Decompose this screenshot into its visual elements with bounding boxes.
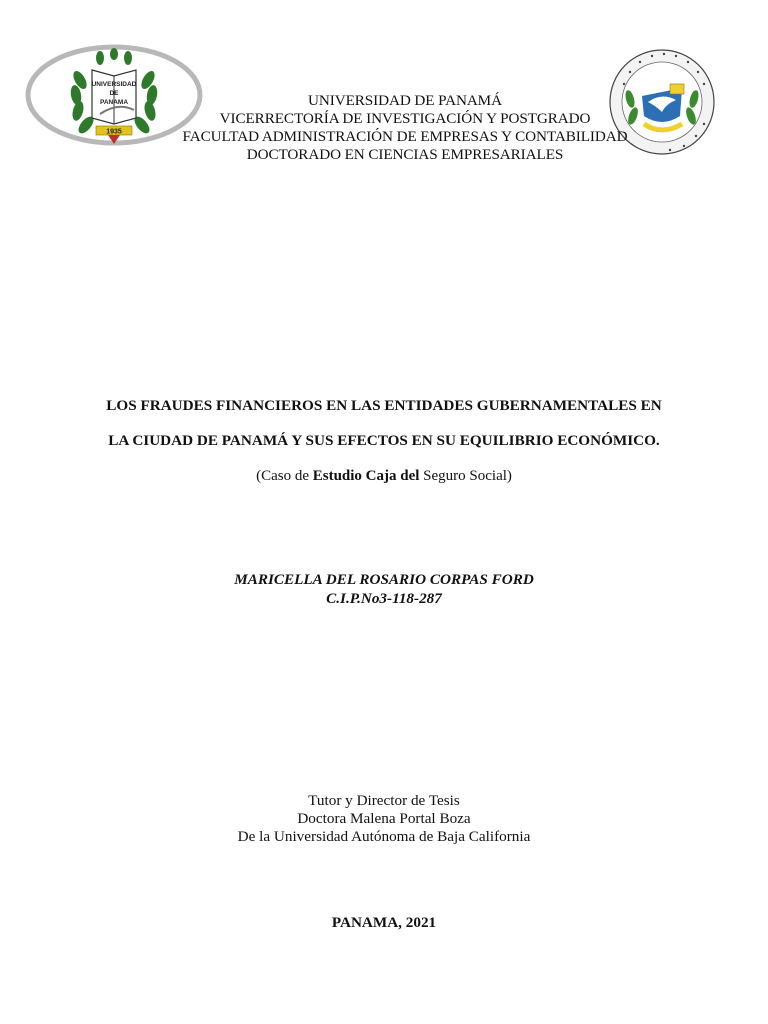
subtitle-bold: Estudio Caja del bbox=[312, 468, 420, 484]
institution-header bbox=[140, 92, 670, 164]
tutor-name: Doctora Malena Portal Boza bbox=[297, 810, 471, 827]
author-name: MARICELLA DEL ROSARIO CORPAS FORD bbox=[234, 571, 534, 588]
tutor-institution: De la Universidad Autónoma de Baja California bbox=[237, 828, 531, 845]
header-university: UNIVERSIDAD DE PANAMÁ bbox=[308, 92, 502, 109]
place-and-date: PANAMA, 2021 bbox=[331, 914, 437, 931]
seal-text-line3: PANAMA bbox=[99, 99, 129, 106]
seal-year: 1935 bbox=[106, 128, 122, 136]
thesis-title-line2: LA CIUDAD DE PANAMÁ Y SUS EFECTOS EN SU EQUILIBRIO ECONÓMICO. bbox=[108, 432, 660, 449]
seal-text-line2: DE bbox=[109, 90, 119, 97]
header-vicerrectoria: VICERRECTORÍA DE INVESTIGACIÓN Y POSTGRADO bbox=[219, 110, 591, 127]
thesis-subtitle bbox=[0, 468, 768, 485]
tutor-block bbox=[0, 792, 768, 846]
header-facultad: FACULTAD ADMINISTRACIÓN DE EMPRESAS Y CONTABILIDAD bbox=[182, 128, 628, 145]
author-id: C.I.P.No3-118-287 bbox=[326, 590, 442, 607]
subtitle-open: (Caso de bbox=[256, 468, 313, 484]
seal-text-line1: UNIVERSIDAD bbox=[91, 81, 137, 88]
subtitle-close: Seguro Social) bbox=[419, 468, 512, 484]
tutor-role: Tutor y Director de Tesis bbox=[308, 792, 460, 809]
header-doctorado: DOCTORADO EN CIENCIAS EMPRESARIALES bbox=[246, 146, 564, 163]
thesis-title-line1: LOS FRAUDES FINANCIEROS EN LAS ENTIDADES GUBERNAMENTALES EN bbox=[106, 397, 662, 414]
